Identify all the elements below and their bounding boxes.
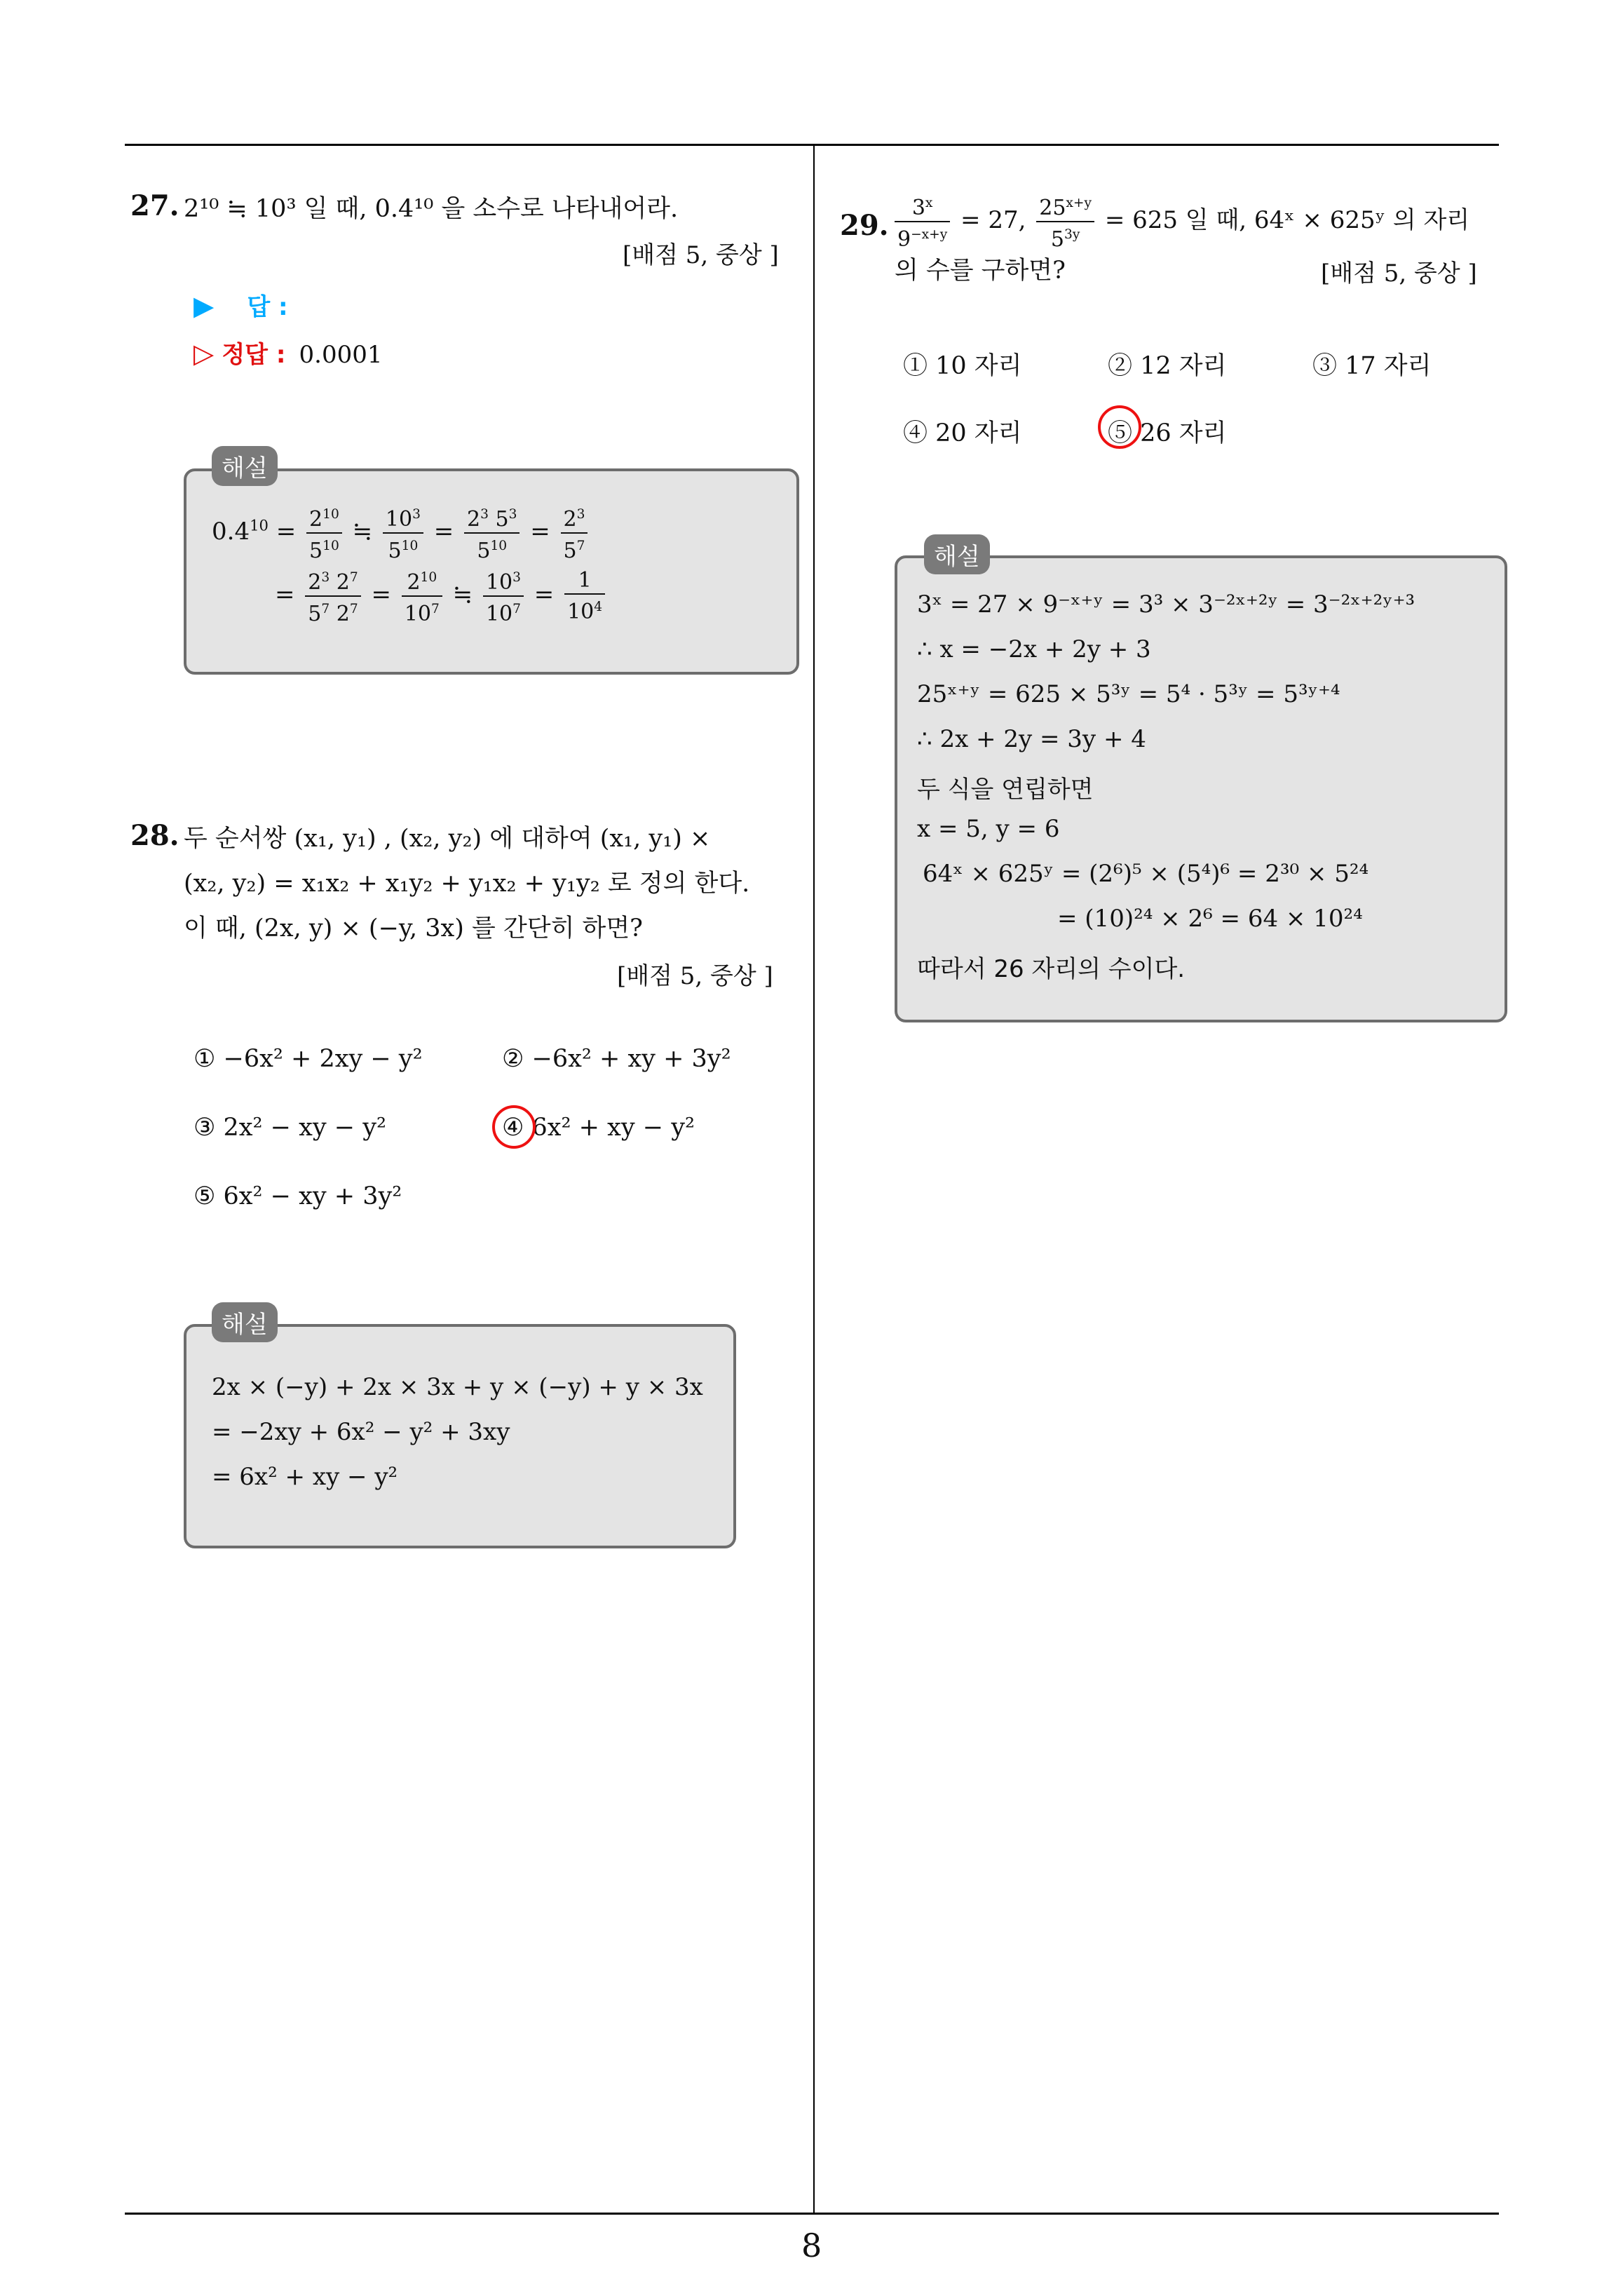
q29-solution-line-9: 따라서 26 자리의 수이다. bbox=[917, 955, 1186, 983]
q27-correct-row bbox=[193, 335, 383, 370]
q27-answer-row bbox=[193, 288, 288, 322]
q28-solution-line-3: = 6x² + xy − y² bbox=[212, 1463, 398, 1491]
q28-option-2[interactable]: ② −6x² + xy + 3y² bbox=[502, 1045, 731, 1073]
q28-option-5[interactable]: ⑤ 6x² − xy + 3y² bbox=[193, 1182, 402, 1210]
q29-solution-line-3: 25ˣ⁺ʸ = 625 × 5³ʸ = 5⁴ · 5³ʸ = 5³ʸ⁺⁴ bbox=[917, 680, 1340, 708]
q29-solution-line-8: = (10)²⁴ × 2⁶ = 64 × 10²⁴ bbox=[1057, 905, 1363, 933]
q28-number: 28. bbox=[130, 819, 179, 852]
q29-option-4[interactable]: ④ 20 자리 bbox=[903, 419, 1022, 447]
q28-option-4[interactable]: ④ 6x² + xy − y² bbox=[502, 1114, 695, 1142]
column-divider bbox=[813, 144, 815, 2213]
q29-score: [배점 5, 중상 ] bbox=[1321, 259, 1477, 288]
q27-score: [배점 5, 중상 ] bbox=[623, 241, 779, 269]
q29-solution-line-7: 64ˣ × 625ʸ = (2⁶)⁵ × (5⁴)⁶ = 2³⁰ × 5²⁴ bbox=[923, 860, 1369, 888]
q28-question-line-3: 이 때, (2x, y) × (−y, 3x) 를 간단히 하면? bbox=[184, 914, 643, 943]
q28-solution-line-1: 2x × (−y) + 2x × 3x + y × (−y) + y × 3x bbox=[212, 1373, 703, 1401]
q28-selected-answer-circle bbox=[492, 1105, 536, 1149]
q27-correct-label: 정답 : bbox=[222, 341, 286, 369]
q27-solution-line-2: = $\frac{2^3 2^7}{5^7 2^7}$ = $\frac{2^{10}}{10^7}$ ≒ $\frac{10^3}{10^7}$ = $\frac{1}{10^4}$ bbox=[275, 565, 608, 627]
q28-solution-line-2: = −2xy + 6x² − y² + 3xy bbox=[212, 1418, 510, 1446]
q27-answer-label: 답 : bbox=[247, 293, 288, 321]
q27-solution-tag: 해설 bbox=[212, 446, 278, 486]
q29-option-1[interactable]: ① 10 자리 bbox=[903, 352, 1022, 380]
q28-option-1[interactable]: ① −6x² + 2xy − y² bbox=[193, 1045, 423, 1073]
q29-solution-line-2: ∴ x = −2x + 2y + 3 bbox=[917, 635, 1151, 663]
correct-arrow-icon: ▷ bbox=[193, 338, 215, 369]
bottom-rule bbox=[125, 2213, 1499, 2215]
q29-selected-answer-circle bbox=[1098, 405, 1141, 449]
q29-solution-tag: 해설 bbox=[924, 534, 990, 574]
q27-correct-value: 0.0001 bbox=[299, 341, 383, 369]
q29-solution-line-1: 3ˣ = 27 × 9⁻ˣ⁺ʸ = 3³ × 3⁻²ˣ⁺²ʸ = 3⁻²ˣ⁺²ʸ⁺³ bbox=[917, 590, 1415, 619]
q28-score: [배점 5, 중상 ] bbox=[617, 962, 773, 990]
q28-question-line-2: (x₂, y₂) = x₁x₂ + x₁y₂ + y₁x₂ + y₁y₂ 로 정의 한다. bbox=[184, 870, 750, 898]
q28-solution-tag: 해설 bbox=[212, 1302, 278, 1342]
page-number: 8 bbox=[801, 2227, 822, 2264]
q28-option-3[interactable]: ③ 2x² − xy − y² bbox=[193, 1114, 387, 1142]
q29-question-line-1: $\frac{3^x}{9^{-x+y}}$ = 27, $\frac{25^{x+y}}{5^{3y}}$ = 625 일 때, 64ˣ × 625ʸ 의 자리 bbox=[892, 191, 1469, 252]
q29-option-2[interactable]: ② 12 자리 bbox=[1108, 352, 1227, 380]
q29-question-line-2: 의 수를 구하면? bbox=[895, 257, 1066, 285]
q29-question-text: = 625 일 때, 64ˣ × 625ʸ 의 자리 bbox=[1104, 206, 1470, 234]
q29-option-5[interactable]: ⑤ 26 자리 bbox=[1108, 419, 1227, 447]
answer-arrow-icon: ▶ bbox=[193, 290, 215, 321]
q29-solution-line-4: ∴ 2x + 2y = 3y + 4 bbox=[917, 725, 1146, 753]
q29-solution-line-6: x = 5, y = 6 bbox=[917, 815, 1060, 843]
q29-solution-line-5: 두 식을 연립하면 bbox=[917, 776, 1094, 804]
q27-solution-line-1: $0.4^{10}$ = $\frac{2^{10}}{5^{10}}$ ≒ $\frac{10^3}{5^{10}}$ = $\frac{2^3 5^3}{5^{10}}$ = $\frac{2^3}{5^7}$ bbox=[212, 502, 590, 564]
q29-number: 29. bbox=[840, 209, 889, 242]
top-rule bbox=[125, 144, 1499, 146]
q27-number: 27. bbox=[130, 189, 179, 222]
q28-question-line-1: 두 순서쌍 (x₁, y₁) , (x₂, y₂) 에 대하여 (x₁, y₁) × bbox=[184, 825, 711, 853]
q27-question-text: 2¹⁰ ≒ 10³ 일 때, 0.4¹⁰ 을 소수로 나타내어라. bbox=[184, 195, 679, 223]
q29-option-3[interactable]: ③ 17 자리 bbox=[1312, 352, 1432, 380]
